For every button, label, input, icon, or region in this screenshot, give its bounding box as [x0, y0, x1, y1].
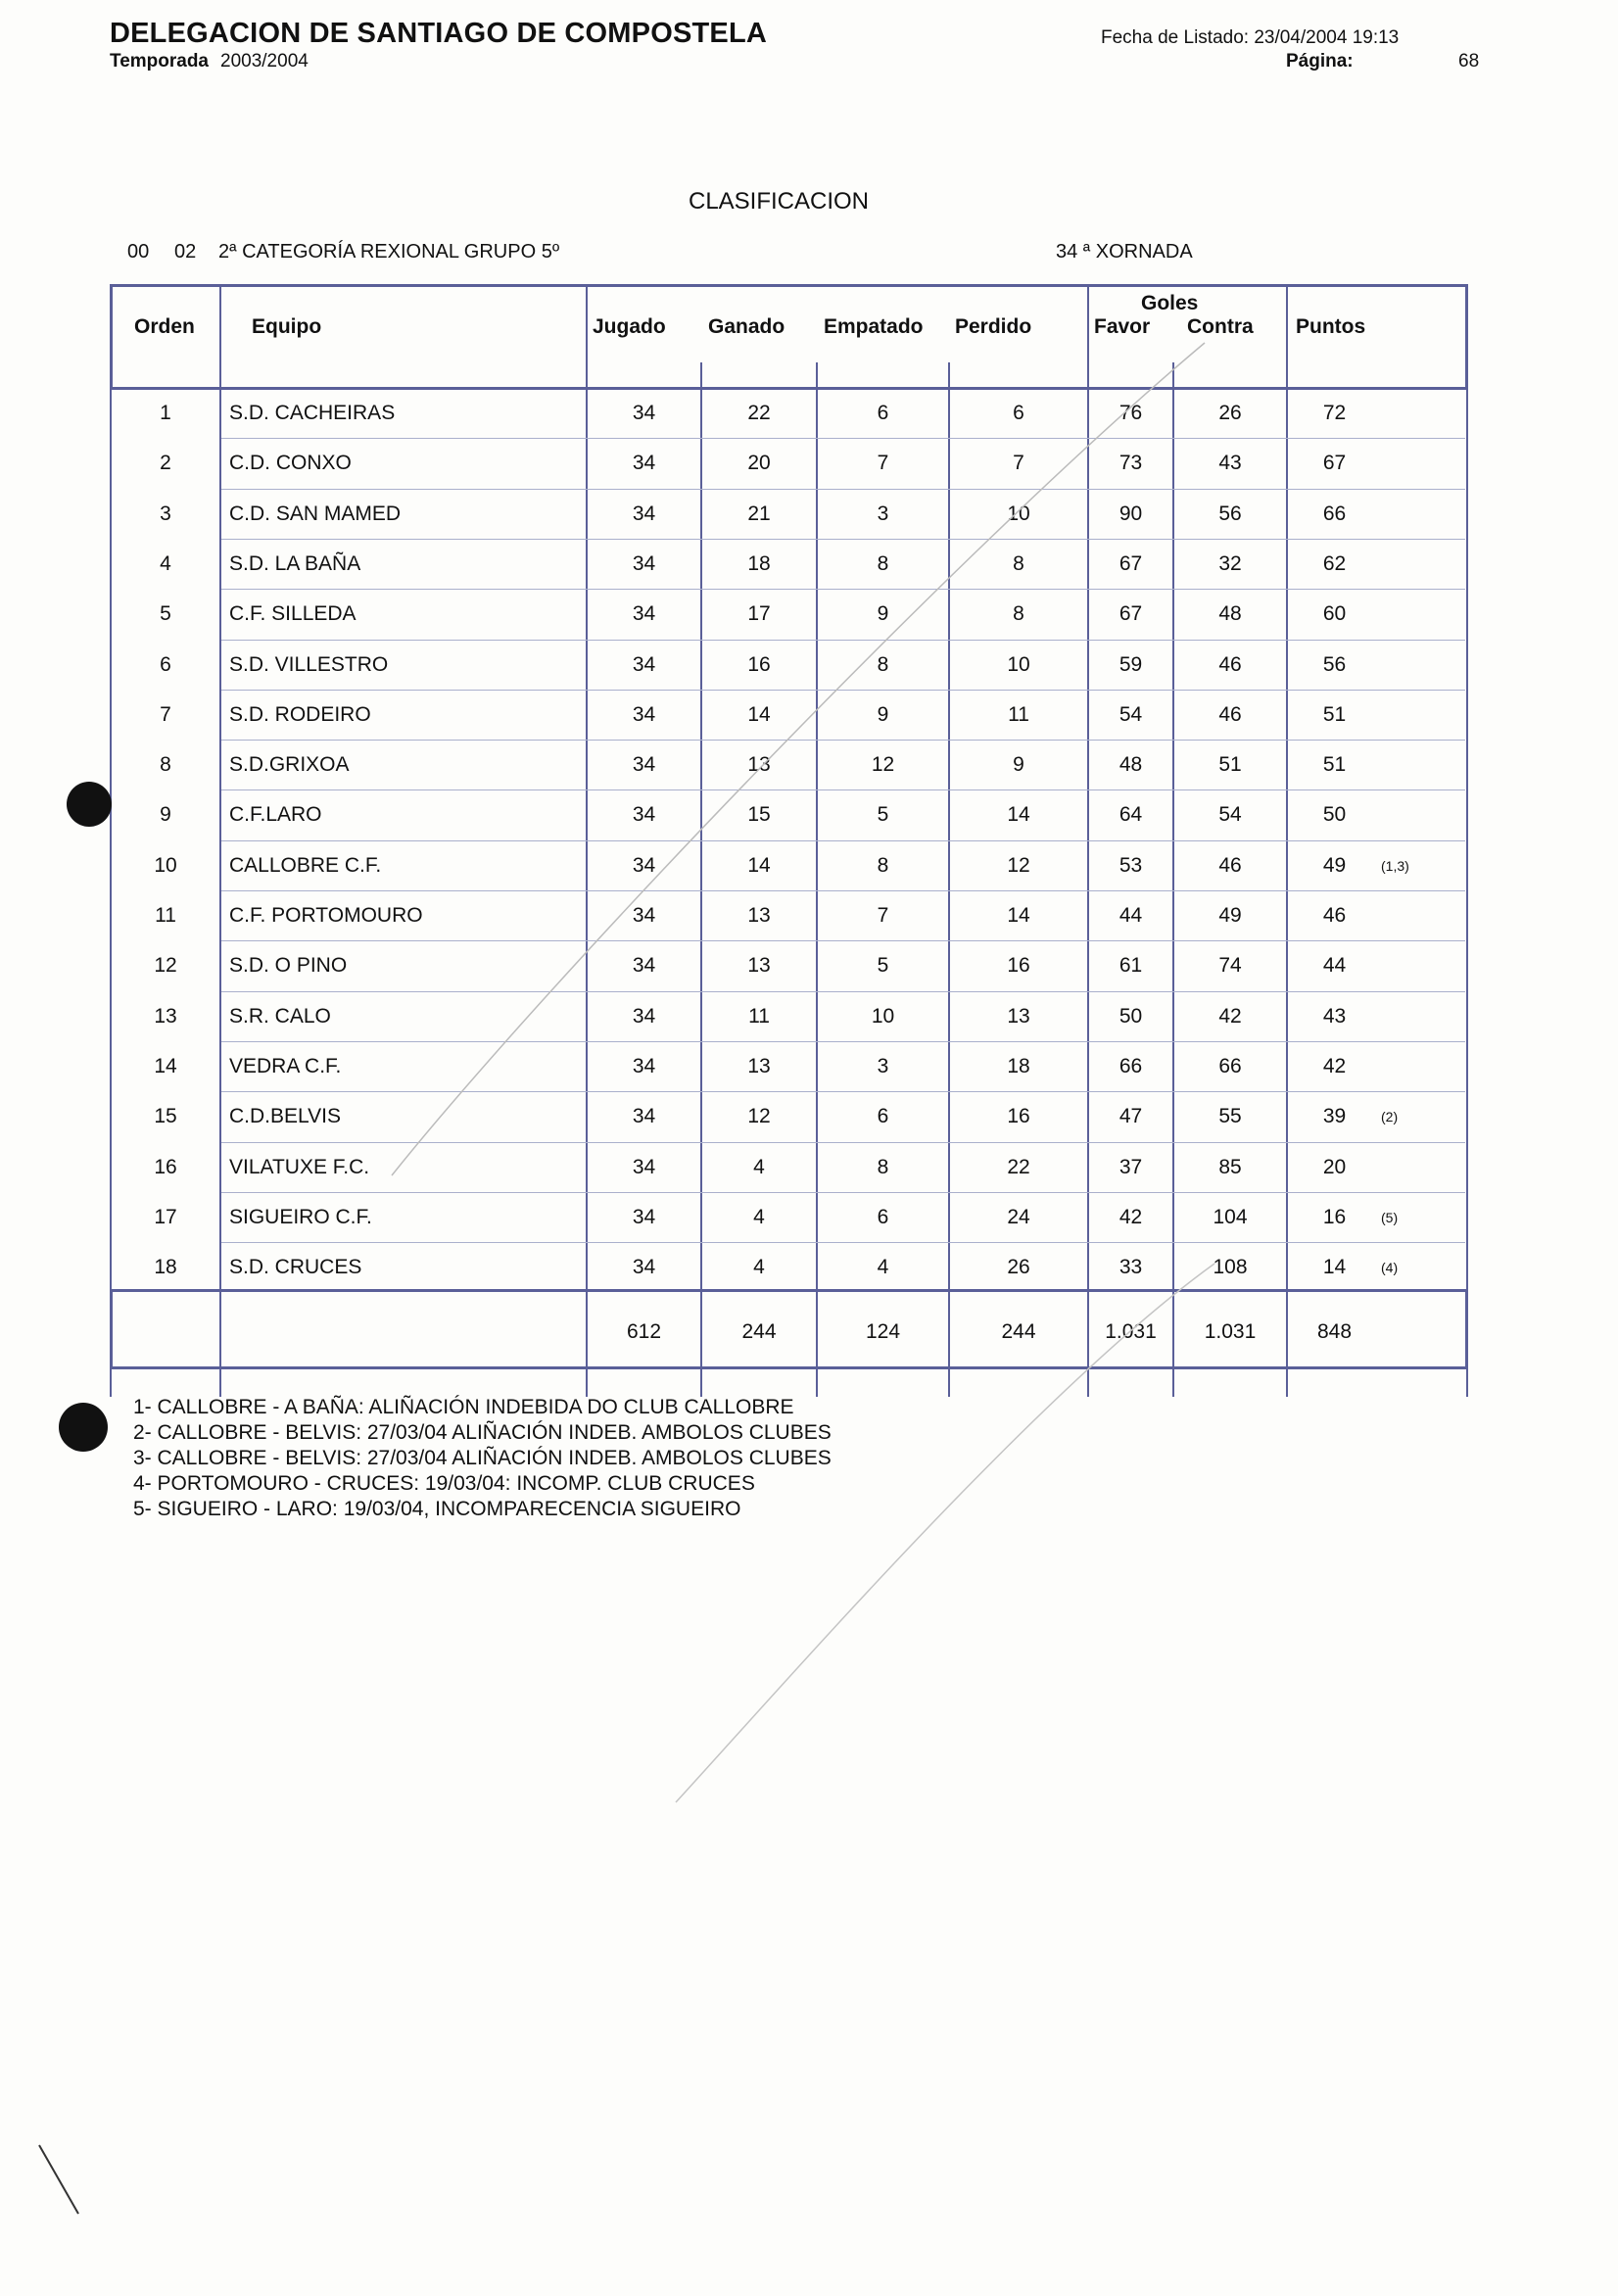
- header-equipo: Equipo: [252, 315, 322, 338]
- cell-jugado: 34: [632, 1055, 656, 1077]
- header-empatado: Empatado: [824, 315, 924, 338]
- cell-ganado: 12: [747, 1105, 771, 1127]
- cell-empatado: 6: [877, 1206, 889, 1228]
- cell-empatado: 8: [877, 854, 889, 877]
- cell-jugado: 34: [632, 1206, 656, 1228]
- cell-ganado: 21: [747, 502, 771, 525]
- total-perdido: 244: [1001, 1320, 1036, 1343]
- row-note: (5): [1381, 1210, 1399, 1225]
- cell-jugado: 34: [632, 502, 656, 525]
- cell-puntos: 39: [1322, 1105, 1347, 1127]
- cell-contra: 85: [1218, 1156, 1242, 1178]
- header-goles: Goles: [1141, 292, 1199, 314]
- cell-favor: 44: [1118, 904, 1143, 927]
- cell-puntos: 20: [1322, 1156, 1347, 1178]
- cell-favor: 73: [1118, 452, 1143, 474]
- cell-jugado: 34: [632, 602, 656, 625]
- cell-favor: 64: [1118, 803, 1143, 826]
- cell-ganado: 16: [747, 653, 771, 676]
- cell-ganado: 4: [753, 1156, 765, 1178]
- cell-equipo: VEDRA C.F.: [229, 1055, 342, 1077]
- cell-puntos: 42: [1322, 1055, 1347, 1077]
- header-perdido: Perdido: [955, 315, 1032, 338]
- cell-ganado: 13: [747, 753, 771, 776]
- cell-empatado: 9: [877, 703, 889, 726]
- cell-empatado: 3: [877, 502, 889, 525]
- footnote-1: 1- CALLOBRE - A BAÑA: ALIÑACIÓN INDEBIDA DO CLUB CALLOBRE: [133, 1396, 794, 1418]
- cell-equipo: C.F.LARO: [229, 803, 322, 826]
- cell-perdido: 16: [1007, 1105, 1030, 1127]
- cell-perdido: 16: [1007, 954, 1030, 977]
- cell-ganado: 18: [747, 552, 771, 575]
- cell-jugado: 34: [632, 803, 656, 826]
- header-puntos: Puntos: [1296, 315, 1366, 338]
- document-title: CLASIFICACION: [688, 188, 870, 215]
- cell-puntos: 67: [1322, 452, 1347, 474]
- cell-orden: 1: [160, 402, 171, 424]
- header-jugado: Jugado: [593, 315, 666, 338]
- total-ganado: 244: [741, 1320, 777, 1343]
- cell-empatado: 12: [871, 753, 895, 776]
- cell-ganado: 20: [747, 452, 771, 474]
- cell-perdido: 7: [1013, 452, 1024, 474]
- cell-perdido: 11: [1008, 703, 1029, 726]
- footnote-2: 2- CALLOBRE - BELVIS: 27/03/04 ALIÑACIÓN INDEB. AMBOLOS CLUBES: [133, 1421, 832, 1444]
- cell-empatado: 5: [877, 803, 889, 826]
- cell-puntos: 49: [1322, 854, 1347, 877]
- cell-perdido: 10: [1007, 653, 1030, 676]
- jornada-label: 34 ª XORNADA: [1056, 241, 1193, 263]
- cell-jugado: 34: [632, 954, 656, 977]
- cell-equipo: S.D. RODEIRO: [229, 703, 371, 726]
- header-favor: Favor: [1094, 315, 1151, 338]
- cell-contra: 56: [1218, 502, 1242, 525]
- footnote-4: 4- PORTOMOURO - CRUCES: 19/03/04: INCOMP. CLUB CRUCES: [133, 1472, 755, 1495]
- cell-contra: 104: [1213, 1206, 1248, 1228]
- cell-empatado: 9: [877, 602, 889, 625]
- total-contra: 1.031: [1204, 1320, 1257, 1343]
- cell-equipo: C.D.BELVIS: [229, 1105, 341, 1127]
- cell-ganado: 14: [747, 703, 771, 726]
- cell-empatado: 8: [877, 653, 889, 676]
- cell-jugado: 34: [632, 703, 656, 726]
- cell-favor: 48: [1118, 753, 1143, 776]
- cell-favor: 90: [1118, 502, 1143, 525]
- cell-favor: 59: [1118, 653, 1143, 676]
- row-note: (4): [1381, 1260, 1399, 1275]
- cell-perdido: 14: [1007, 803, 1030, 826]
- cell-perdido: 6: [1013, 402, 1024, 424]
- cell-favor: 61: [1118, 954, 1143, 977]
- cell-equipo: S.D.GRIXOA: [229, 753, 350, 776]
- page-label: Página:: [1286, 51, 1354, 72]
- cell-perdido: 8: [1013, 602, 1024, 625]
- cell-ganado: 13: [747, 1055, 771, 1077]
- cell-puntos: 43: [1322, 1005, 1347, 1028]
- cell-ganado: 15: [747, 803, 771, 826]
- cell-equipo: C.F. PORTOMOURO: [229, 904, 423, 927]
- cell-orden: 16: [154, 1156, 177, 1178]
- cell-equipo: CALLOBRE C.F.: [229, 854, 382, 877]
- cell-contra: 46: [1218, 703, 1242, 726]
- cell-ganado: 13: [747, 904, 771, 927]
- cell-contra: 26: [1218, 402, 1242, 424]
- cell-ganado: 17: [747, 602, 771, 625]
- cell-equipo: C.F. SILLEDA: [229, 602, 357, 625]
- cell-empatado: 10: [871, 1005, 895, 1028]
- cell-favor: 67: [1118, 602, 1143, 625]
- cell-equipo: S.D. VILLESTRO: [229, 653, 389, 676]
- cell-puntos: 16: [1322, 1206, 1347, 1228]
- cell-jugado: 34: [632, 452, 656, 474]
- cell-favor: 66: [1118, 1055, 1143, 1077]
- cell-jugado: 34: [632, 1005, 656, 1028]
- cell-contra: 55: [1218, 1105, 1242, 1127]
- cell-perdido: 26: [1007, 1256, 1030, 1278]
- cell-equipo: C.D. SAN MAMED: [229, 502, 402, 525]
- cell-favor: 37: [1118, 1156, 1143, 1178]
- cell-perdido: 8: [1013, 552, 1024, 575]
- cell-puntos: 62: [1322, 552, 1347, 575]
- cell-jugado: 34: [632, 552, 656, 575]
- page-number: 68: [1458, 51, 1480, 72]
- cell-perdido: 14: [1007, 904, 1030, 927]
- cell-perdido: 12: [1007, 854, 1030, 877]
- cell-puntos: 66: [1322, 502, 1347, 525]
- code-2: 02: [174, 241, 197, 263]
- cell-favor: 33: [1118, 1256, 1143, 1278]
- cell-favor: 50: [1118, 1005, 1143, 1028]
- cell-jugado: 34: [632, 904, 656, 927]
- cell-perdido: 24: [1007, 1206, 1030, 1228]
- footnote-5: 5- SIGUEIRO - LARO: 19/03/04, INCOMPARECENCIA SIGUEIRO: [133, 1498, 741, 1520]
- cell-orden: 17: [154, 1206, 177, 1228]
- cell-equipo: S.R. CALO: [229, 1005, 331, 1028]
- cell-empatado: 6: [877, 1105, 889, 1127]
- cell-equipo: S.D. CRUCES: [229, 1256, 362, 1278]
- cell-favor: 47: [1118, 1105, 1143, 1127]
- cell-empatado: 4: [877, 1256, 889, 1278]
- cell-empatado: 8: [877, 552, 889, 575]
- cell-perdido: 18: [1007, 1055, 1030, 1077]
- cell-puntos: 51: [1322, 753, 1347, 776]
- cell-puntos: 46: [1322, 904, 1347, 927]
- cell-orden: 9: [160, 803, 171, 826]
- cell-orden: 11: [155, 904, 176, 927]
- cell-equipo: VILATUXE F.C.: [229, 1156, 370, 1178]
- cell-orden: 14: [154, 1055, 177, 1077]
- cell-jugado: 34: [632, 402, 656, 424]
- cell-puntos: 50: [1322, 803, 1347, 826]
- cell-ganado: 13: [747, 954, 771, 977]
- cell-orden: 8: [160, 753, 171, 776]
- cell-orden: 15: [154, 1105, 177, 1127]
- category-name: 2ª CATEGORÍA REXIONAL GRUPO 5º: [218, 241, 560, 263]
- cell-contra: 48: [1218, 602, 1242, 625]
- cell-ganado: 4: [753, 1206, 765, 1228]
- cell-puntos: 72: [1322, 402, 1347, 424]
- cell-empatado: 7: [877, 452, 889, 474]
- cell-orden: 13: [154, 1005, 177, 1028]
- cell-contra: 54: [1218, 803, 1242, 826]
- cell-ganado: 14: [747, 854, 771, 877]
- season-label: Temporada: [110, 51, 210, 72]
- cell-jugado: 34: [632, 653, 656, 676]
- cell-puntos: 56: [1322, 653, 1347, 676]
- cell-jugado: 34: [632, 854, 656, 877]
- header-orden: Orden: [134, 315, 195, 338]
- cell-ganado: 11: [748, 1005, 770, 1028]
- cell-orden: 6: [160, 653, 171, 676]
- cell-favor: 67: [1118, 552, 1143, 575]
- cell-perdido: 9: [1013, 753, 1024, 776]
- season-value: 2003/2004: [220, 51, 309, 72]
- cell-contra: 46: [1218, 854, 1242, 877]
- cell-favor: 76: [1118, 402, 1143, 424]
- cell-puntos: 14: [1322, 1256, 1347, 1278]
- cell-perdido: 22: [1007, 1156, 1030, 1178]
- cell-orden: 3: [160, 502, 171, 525]
- cell-orden: 10: [154, 854, 177, 877]
- cell-orden: 12: [154, 954, 177, 977]
- cell-orden: 5: [160, 602, 171, 625]
- cell-favor: 53: [1118, 854, 1143, 877]
- header-ganado: Ganado: [708, 315, 785, 338]
- cell-empatado: 3: [877, 1055, 889, 1077]
- cell-jugado: 34: [632, 1156, 656, 1178]
- cell-jugado: 34: [632, 1256, 656, 1278]
- cell-puntos: 51: [1322, 703, 1347, 726]
- cell-contra: 74: [1218, 954, 1242, 977]
- cell-empatado: 6: [877, 402, 889, 424]
- cell-contra: 46: [1218, 653, 1242, 676]
- cell-favor: 42: [1118, 1206, 1143, 1228]
- cell-orden: 4: [160, 552, 171, 575]
- cell-equipo: C.D. CONXO: [229, 452, 352, 474]
- total-favor: 1.031: [1105, 1320, 1157, 1343]
- cell-equipo: S.D. CACHEIRAS: [229, 402, 396, 424]
- cell-contra: 43: [1218, 452, 1242, 474]
- cell-contra: 32: [1218, 552, 1242, 575]
- header-contra: Contra: [1187, 315, 1254, 338]
- cell-contra: 49: [1218, 904, 1242, 927]
- cell-ganado: 4: [753, 1256, 765, 1278]
- cell-equipo: S.D. LA BAÑA: [229, 552, 361, 575]
- cell-orden: 2: [160, 452, 171, 474]
- cell-orden: 18: [154, 1256, 177, 1278]
- cell-contra: 51: [1218, 753, 1242, 776]
- delegation-title: DELEGACION DE SANTIAGO DE COMPOSTELA: [110, 18, 768, 49]
- cell-equipo: SIGUEIRO C.F.: [229, 1206, 372, 1228]
- cell-puntos: 60: [1322, 602, 1347, 625]
- cell-empatado: 7: [877, 904, 889, 927]
- total-jugado: 612: [626, 1320, 662, 1343]
- footnote-3: 3- CALLOBRE - BELVIS: 27/03/04 ALIÑACIÓN INDEB. AMBOLOS CLUBES: [133, 1447, 832, 1469]
- cell-empatado: 8: [877, 1156, 889, 1178]
- total-puntos: 848: [1316, 1320, 1353, 1343]
- row-note: (2): [1381, 1109, 1399, 1124]
- total-empatado: 124: [865, 1320, 901, 1343]
- cell-jugado: 34: [632, 753, 656, 776]
- cell-perdido: 10: [1007, 502, 1030, 525]
- cell-jugado: 34: [632, 1105, 656, 1127]
- cell-perdido: 13: [1007, 1005, 1030, 1028]
- code-1: 00: [127, 241, 150, 263]
- cell-contra: 66: [1218, 1055, 1242, 1077]
- cell-puntos: 44: [1322, 954, 1347, 977]
- cell-contra: 108: [1213, 1256, 1248, 1278]
- cell-ganado: 22: [747, 402, 771, 424]
- cell-empatado: 5: [877, 954, 889, 977]
- listing-date: Fecha de Listado: 23/04/2004 19:13: [1101, 27, 1400, 48]
- cell-favor: 54: [1118, 703, 1143, 726]
- cell-orden: 7: [160, 703, 171, 726]
- cell-contra: 42: [1218, 1005, 1242, 1028]
- row-note: (1,3): [1381, 858, 1409, 874]
- cell-equipo: S.D. O PINO: [229, 954, 348, 977]
